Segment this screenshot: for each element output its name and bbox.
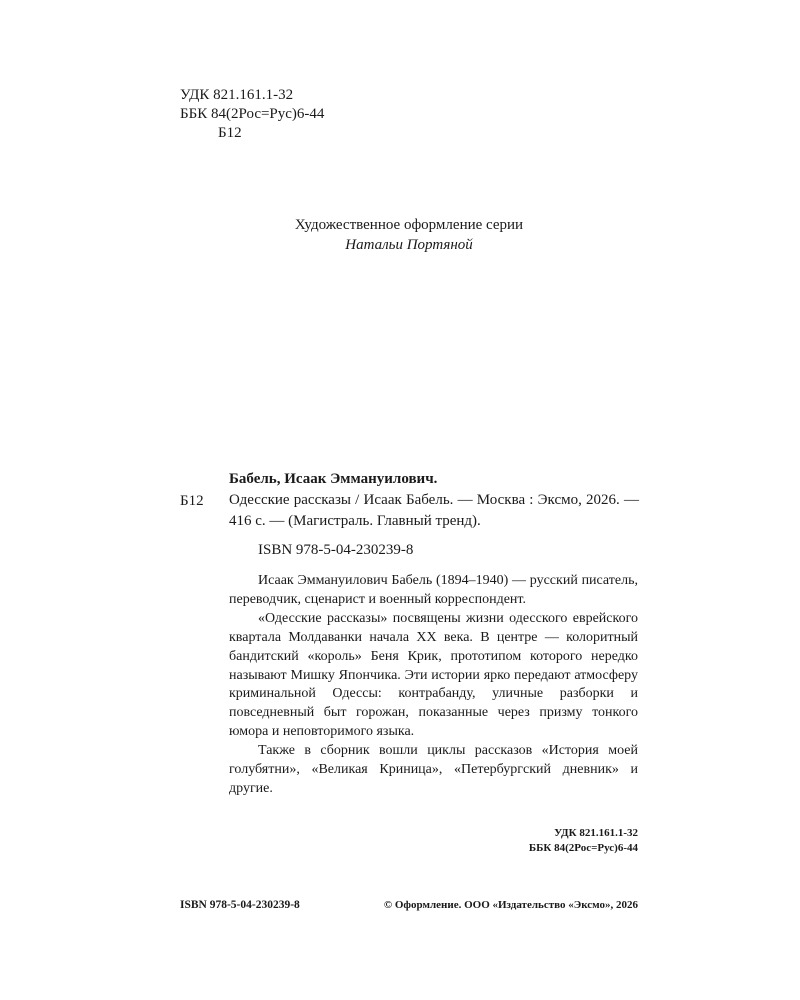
annotation bbox=[229, 572, 638, 799]
author-heading: Бабель, Исаак Эммануилович. bbox=[229, 471, 438, 487]
bib-author-mark: Б12 bbox=[180, 493, 204, 509]
annotation-paragraph: Исаак Эммануилович Бабель (1894–1940) — русский писатель, переводчик, сценарист и военный корреспондент. bbox=[229, 573, 638, 607]
footer-copyright: © Оформление. ООО «Издательство «Эксмо», 2026 bbox=[383, 899, 638, 911]
udk-code: УДК 821.161.1-32 bbox=[180, 87, 294, 103]
footer-isbn: ISBN 978-5-04-230239-8 bbox=[180, 899, 300, 911]
isbn: ISBN 978-5-04-230239-8 bbox=[258, 542, 414, 558]
design-credit bbox=[0, 215, 800, 255]
bbk-code-bottom: ББК 84(2Рос=Рус)6-44 bbox=[528, 842, 638, 854]
design-credit-line: Художественное оформление серии bbox=[294, 217, 524, 233]
udk-code-bottom: УДК 821.161.1-32 bbox=[554, 827, 638, 839]
annotation-paragraph: Также в сборник вошли циклы рассказов «История моей голубятни», «Великая Криница», «Петербургский дневник» и другие. bbox=[229, 743, 638, 796]
bbk-code: ББК 84(2Рос=Рус)6-44 bbox=[180, 106, 325, 122]
designer-name: Натальи Портяной bbox=[345, 237, 473, 253]
annotation-paragraph: «Одесские рассказы» посвящены жизни одесского еврейского квартала Молдаванки начала XX века. В центре — колоритный бандитский «король» Беня Крик, прототипом которого нередко называют Мишку Япончика. Эти истории ярко передают атмосферу криминальной Одессы: контрабанду, уличные разборки и повседневный быт горожан, показанные через призму тонкого юмора и неповторимого языка. bbox=[229, 610, 638, 740]
author-mark: Б12 bbox=[218, 125, 242, 141]
classification-codes-bottom bbox=[480, 826, 638, 856]
bibliographic-description: Одесские рассказы / Исаак Бабель. — Москва : Эксмо, 2026. — 416 с. — (Магистраль. Главный тренд). bbox=[229, 492, 639, 529]
classification-block bbox=[180, 86, 324, 143]
